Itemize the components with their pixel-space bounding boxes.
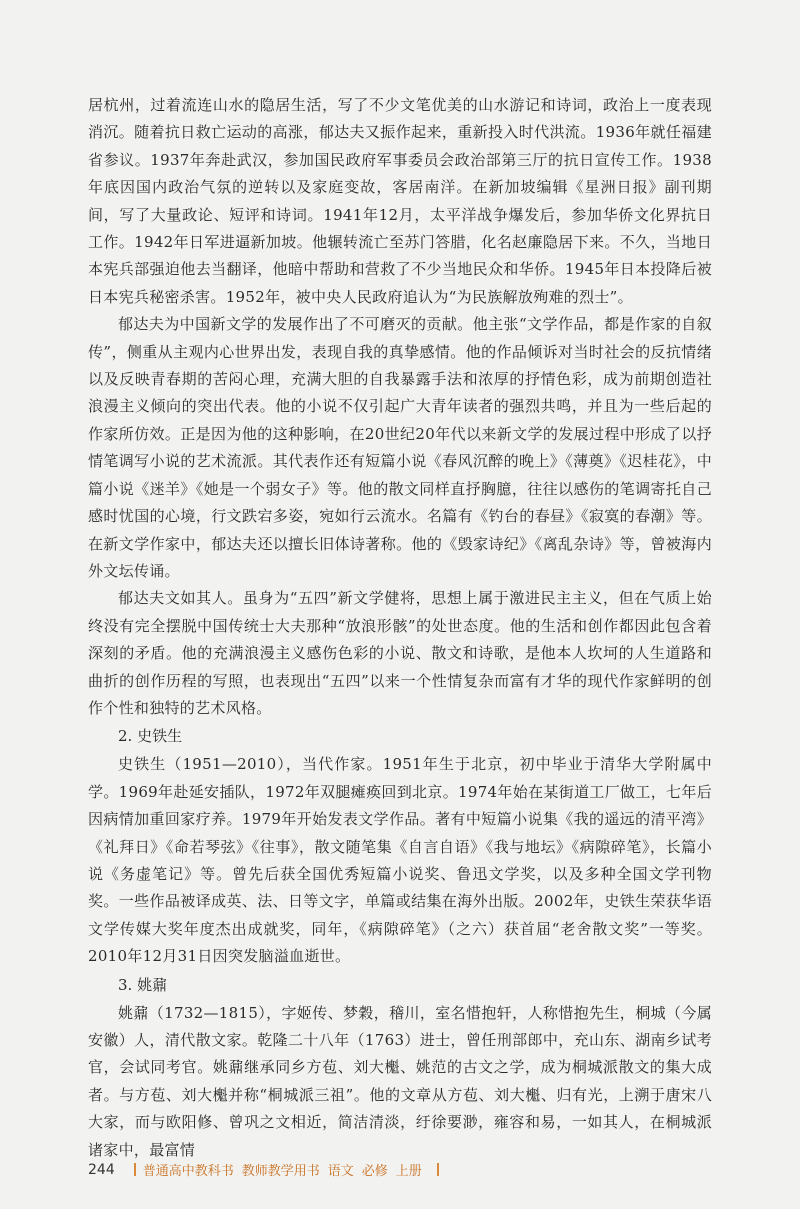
main-text: [88, 92, 712, 1164]
paragraph-yu-dafu-character: 郁达夫文如其人。虽身为“五四”新文学健将，思想上属于激进民主主义，但在气质上始终没有完全摆脱中国传统士大夫那种“放浪形骸”的处世态度。他的生活和创作都因此包含着深刻的矛盾。他的充满浪漫主义感伤色彩的小说、散文和诗歌，是他本人坎坷的人生道路和曲折的创作历程的写照，也表现出“五四”以来一个性情复杂而富有才华的现代作家鲜明的创作个性和独特的艺术风格。: [88, 589, 712, 717]
paragraph-continued: 居杭州，过着流连山水的隐居生活，写了不少文笔优美的山水游记和诗词，政治上一度表现消沉。随着抗日救亡运动的高涨，郁达夫又振作起来，重新投入时代洪流。1936年就任福建省参议。1937年奔赴武汉，参加国民政府军事委员会政治部第三厅的抗日宣传工作。1938年底因国内政治气氛的逆转以及家庭变故，客居南洋。在新加坡编辑《星洲日报》副刊期间，写了大量政论、短评和诗词。1941年12月，太平洋战争爆发后，参加华侨文化界抗日工作。1942年日军进逼新加坡。他辗转流亡至苏门答腊，化名赵廉隐居下来。不久，当地日本宪兵部强迫他去当翻译，他暗中帮助和营救了不少当地民众和华侨。1945年日本投降后被日本宪兵秘密杀害。1952年，被中央人民政府追认为“为民族解放殉难的烈士”。: [88, 96, 712, 306]
paragraph-yao-nai: 姚鼐（1732—1815），字姬传、梦穀，稽川，室名惜抱轩，人称惜抱先生，桐城（今属安徽）人，清代散文家。乾隆二十八年（1763）进士，曾任刑部郎中，充山东、湖南乡试考官，会试同考官。姚鼐继承同乡方苞、刘大櫆、姚范的古文之学，成为桐城派散文的集大成者。与方苞、刘大櫆并称“桐城派三祖”。他的文章从方苞、刘大櫆、归有光，上溯于唐宋八大家，而与欧阳修、曾巩之文相近，简洁清淡，纡徐要渺，雍容和易，一如其人，在桐城派诸家中，最富情: [88, 1003, 712, 1159]
footer-subject: 语文: [327, 1164, 354, 1179]
footer-series-title: 普通高中教科书: [142, 1164, 234, 1179]
footer-divider-end: [437, 1163, 439, 1176]
footer-book-type: 教师教学用书: [241, 1164, 320, 1179]
section-heading-shi-tiesheng: 2. 史铁生: [118, 727, 183, 746]
paragraph-yu-dafu-contribution: 郁达夫为中国新文学的发展作出了不可磨灭的贡献。他主张“文学作品，都是作家的自叙传”，侧重从主观内心世界出发，表现自我的真挚感情。他的作品倾诉对当时社会的反抗情绪以及反映青春期的苦闷心理，充满大胆的自我暴露手法和浓厚的抒情色彩，成为前期创造社浪漫主义倾向的突出代表。他的小说不仅引起广大青年读者的强烈共鸣，并且为一些后起的作家所仿效。正是因为他的这种影响，在20世纪20年代以来新文学的发展过程中形成了以抒情笔调写小说的艺术流派。其代表作还有短篇小说《春风沉醉的晚上》《薄奠》《迟桂花》，中篇小说《迷羊》《她是一个弱女子》等。他的散文同样直抒胸臆，往往以感伤的笔调寄托自己感时忧国的心境，行文跌宕多姿，宛如行云流水。名篇有《钓台的春昼》《寂寞的春潮》等。在新文学作家中，郁达夫还以擅长旧体诗著称。他的《毁家诗纪》《离乱杂诗》等，曾被海内外文坛传诵。: [88, 315, 712, 580]
paragraph-shi-tiesheng: 史铁生（1951—2010），当代作家。1951年生于北京，初中毕业于清华大学附属中学。1969年赴延安插队，1972年双腿瘫痪回到北京。1974年始在某街道工厂做工，七年后因病情加重回家疗养。1979年开始发表文学作品。著有中短篇小说集《我的遥远的清平湾》《礼拜日》《命若琴弦》《往事》，散文随笔集《自言自语》《我与地坛》《病隙碎笔》，长篇小说《务虚笔记》等。曾先后获全国优秀短篇小说奖、鲁迅文学奖，以及多种全国文学刊物奖。一些作品被译成英、法、日等文字，单篇或结集在海外出版。2002年，史铁生荣获华语文学传媒大奖年度杰出成就奖，同年，《病隙碎笔》（之六）获首届“老舍散文奖”一等奖。2010年12月31日因突发脑溢血逝世。: [88, 755, 712, 966]
page-footer: [88, 1160, 446, 1179]
footer-course: 必修: [361, 1164, 388, 1179]
footer-divider: [134, 1163, 136, 1176]
page-number: 244: [88, 1161, 115, 1178]
section-heading-yao-nai: 3. 姚鼐: [118, 975, 168, 994]
footer-volume: 上册: [395, 1164, 422, 1179]
